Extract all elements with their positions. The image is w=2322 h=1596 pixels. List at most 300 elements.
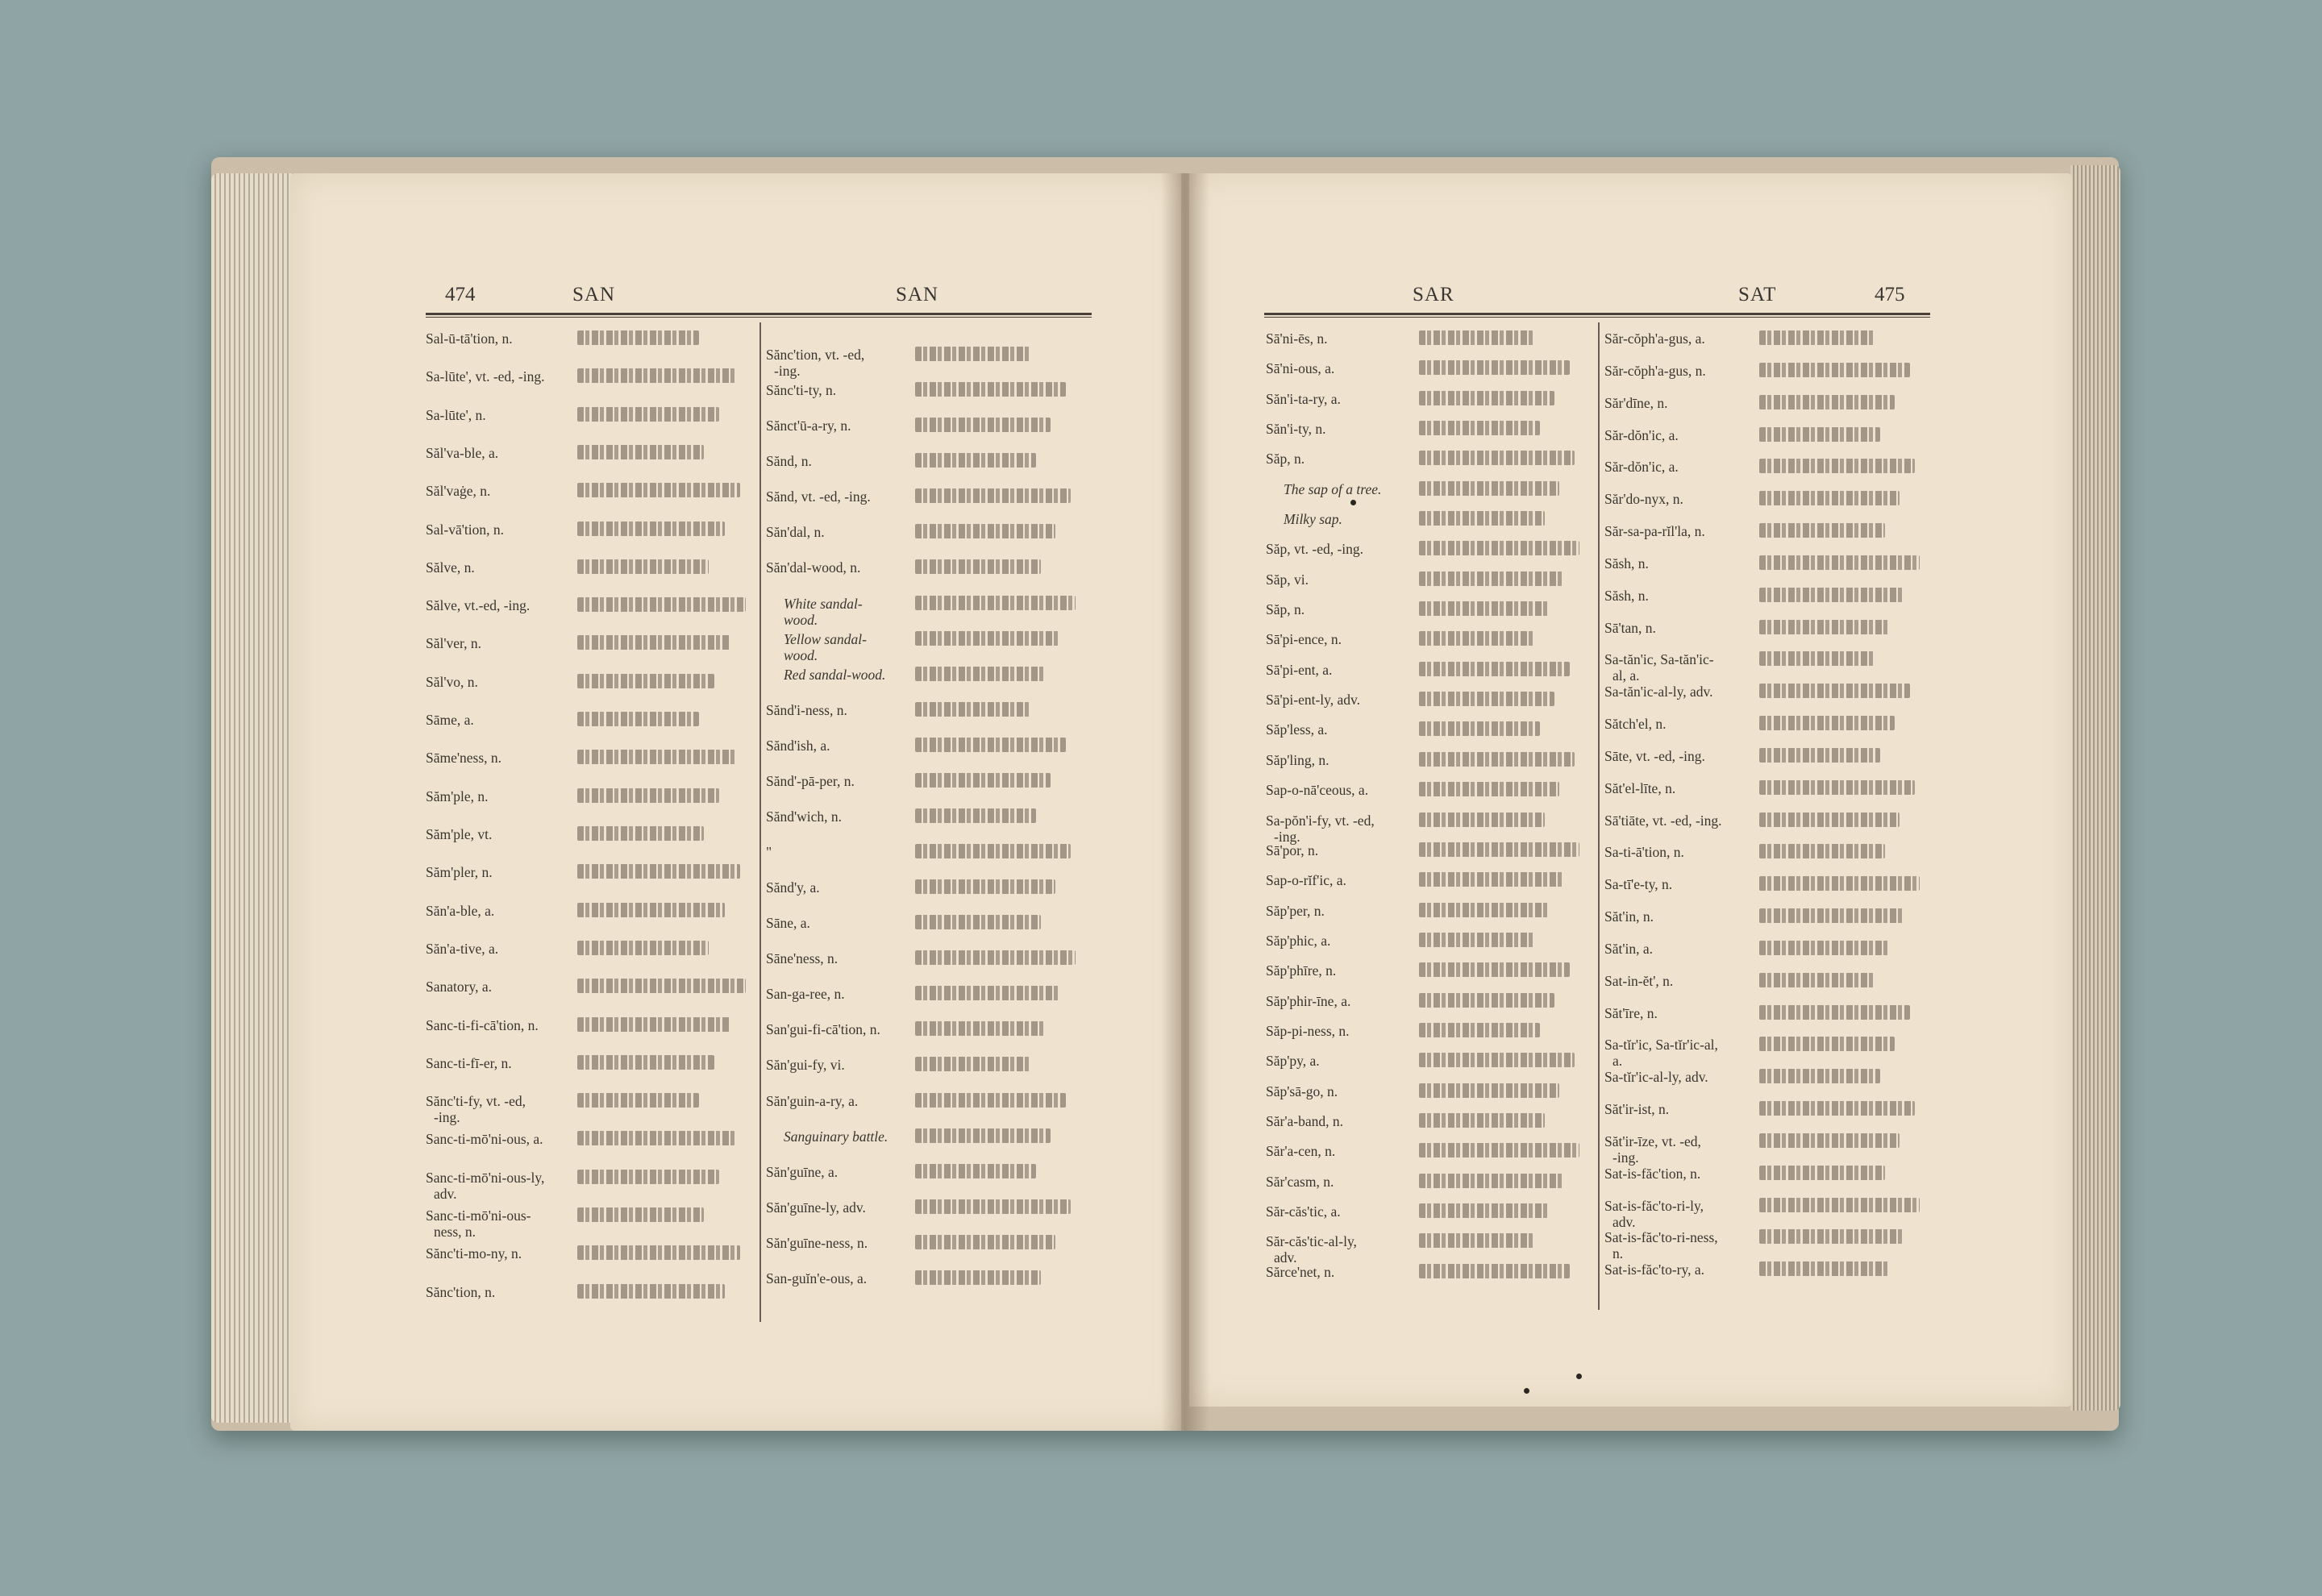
entry-headword: Sa-lūte', n. xyxy=(426,407,486,423)
dictionary-entry xyxy=(1604,620,1656,636)
entry-headword: Milky sap. xyxy=(1284,511,1342,527)
entry-headword: White sandal- xyxy=(784,596,863,612)
dictionary-entry xyxy=(426,559,475,576)
entry-headword: Sănd, n. xyxy=(766,453,812,469)
japanese-gloss xyxy=(915,808,1036,823)
japanese-gloss xyxy=(1419,1053,1575,1067)
entry-headword: Săn'guīne-ness, n. xyxy=(766,1235,868,1251)
japanese-gloss xyxy=(577,1131,735,1145)
entry-headword: Sā'pi-ent, a. xyxy=(1266,662,1333,678)
japanese-gloss xyxy=(1419,330,1535,345)
japanese-gloss xyxy=(1759,1229,1904,1244)
entry-headword-continuation: -ing. xyxy=(774,363,801,379)
page-edges-left xyxy=(211,173,292,1423)
dictionary-entry xyxy=(1604,1198,1704,1230)
entry-headword: Săr-căs'tic, a. xyxy=(1266,1203,1341,1220)
entry-headword: Sat-is-făc'to-ri-ly, xyxy=(1604,1198,1704,1214)
dictionary-entry xyxy=(1266,451,1305,467)
page-edges-right xyxy=(2070,165,2120,1411)
dictionary-entry xyxy=(1604,1261,1704,1278)
dictionary-entry xyxy=(426,1131,543,1147)
dictionary-entry xyxy=(1604,716,1667,732)
japanese-gloss xyxy=(915,1057,1031,1071)
entry-headword: Săp'py, a. xyxy=(1266,1053,1320,1069)
dictionary-entry xyxy=(766,702,847,718)
japanese-gloss xyxy=(577,1284,725,1299)
entry-headword: Săl'ver, n. xyxy=(426,635,482,651)
entry-headword: Săn'guīne-ly, adv. xyxy=(766,1199,866,1216)
entry-headword: Săn'a-tive, a. xyxy=(426,941,499,957)
dictionary-entry xyxy=(766,773,855,789)
japanese-gloss xyxy=(577,330,699,345)
dictionary-entry xyxy=(766,844,772,860)
japanese-gloss xyxy=(1419,391,1554,405)
dictionary-entry xyxy=(766,1235,868,1251)
entry-headword: Sănd'wich, n. xyxy=(766,808,843,825)
dictionary-entry xyxy=(426,750,501,766)
dictionary-entry xyxy=(1604,395,1668,411)
dictionary-entry xyxy=(1266,481,1381,497)
japanese-gloss xyxy=(577,674,714,688)
entry-headword: Săr'casm, n. xyxy=(1266,1174,1334,1190)
japanese-gloss xyxy=(915,453,1036,468)
japanese-gloss xyxy=(915,418,1051,432)
japanese-gloss xyxy=(577,979,746,993)
dictionary-entry xyxy=(1266,1053,1320,1069)
entry-headword: Săp-pi-ness, n. xyxy=(1266,1023,1350,1039)
dictionary-entry xyxy=(1604,1133,1701,1166)
japanese-gloss xyxy=(915,667,1046,681)
japanese-gloss xyxy=(1759,876,1920,891)
dictionary-entry xyxy=(766,950,838,966)
japanese-gloss xyxy=(1419,1083,1559,1098)
japanese-gloss xyxy=(1759,908,1904,923)
entry-headword-continuation: a. xyxy=(1612,1053,1623,1069)
japanese-gloss xyxy=(1419,1143,1579,1158)
entry-headword: Săr-căs'tic-al-ly, xyxy=(1266,1233,1357,1249)
japanese-gloss xyxy=(1419,752,1575,767)
column-divider xyxy=(1598,322,1600,1310)
dictionary-entry xyxy=(1604,523,1705,539)
dictionary-entry xyxy=(426,1017,539,1033)
left-guide-word-1: SAN xyxy=(572,284,616,305)
entry-headword: Săl'vaġe, n. xyxy=(426,483,491,499)
japanese-gloss xyxy=(577,1170,719,1184)
dictionary-entry xyxy=(766,1057,845,1073)
entry-headword: Sap-o-nā'ceous, a. xyxy=(1266,782,1369,798)
dictionary-entry xyxy=(766,1093,858,1109)
japanese-gloss xyxy=(1419,451,1575,465)
dictionary-entry xyxy=(1266,631,1342,647)
japanese-gloss xyxy=(915,347,1031,361)
dictionary-entry xyxy=(1266,993,1350,1009)
japanese-gloss xyxy=(577,368,735,383)
left-guide-word-2: SAN xyxy=(896,284,939,305)
ink-speck xyxy=(1524,1388,1529,1394)
dictionary-entry xyxy=(1604,748,1705,764)
dictionary-entry xyxy=(1266,1203,1341,1220)
entry-headword: San-guĭn'e-ous, a. xyxy=(766,1270,868,1286)
japanese-gloss xyxy=(1759,459,1915,473)
dictionary-entry xyxy=(1604,363,1706,379)
japanese-gloss xyxy=(577,522,725,536)
entry-headword: Sănc'ti-fy, vt. -ed, xyxy=(426,1093,526,1109)
japanese-gloss xyxy=(1419,933,1535,947)
dictionary-entry xyxy=(1604,813,1722,829)
entry-headword-continuation: adv. xyxy=(1274,1249,1297,1266)
dictionary-entry xyxy=(1604,459,1679,475)
left-page-header xyxy=(426,284,1092,316)
dictionary-entry xyxy=(1266,1264,1334,1280)
entry-headword: Săn'i-ty, n. xyxy=(1266,421,1326,437)
dictionary-entry xyxy=(1266,962,1336,979)
dictionary-entry xyxy=(766,667,885,683)
japanese-gloss xyxy=(577,788,719,803)
dictionary-entry xyxy=(1604,491,1683,507)
japanese-gloss xyxy=(1759,1133,1900,1148)
entry-headword: Săp'sā-go, n. xyxy=(1266,1083,1338,1099)
japanese-gloss xyxy=(1419,481,1559,496)
entry-headword: Sanguinary battle. xyxy=(784,1128,888,1145)
dictionary-entry xyxy=(766,1128,888,1145)
dictionary-entry xyxy=(766,915,810,931)
dictionary-entry xyxy=(766,453,812,469)
japanese-gloss xyxy=(1759,491,1900,505)
entry-headword-continuation: -ing. xyxy=(434,1109,460,1125)
entry-headword: Sāme'ness, n. xyxy=(426,750,502,766)
japanese-gloss xyxy=(1759,1005,1910,1020)
dictionary-entry xyxy=(766,808,842,825)
entry-headword: Sănd, vt. -ed, -ing. xyxy=(766,488,871,505)
dictionary-entry xyxy=(426,522,504,538)
entry-headword: Sătch'el, n. xyxy=(1604,716,1667,732)
dictionary-entry xyxy=(1266,330,1328,347)
entry-headword: Săp'phīre, n. xyxy=(1266,962,1337,979)
dictionary-entry xyxy=(1266,541,1363,557)
dictionary-entry xyxy=(1604,1037,1718,1069)
dictionary-entry xyxy=(426,903,494,919)
left-page-column-2 xyxy=(766,347,1088,1322)
dictionary-entry xyxy=(426,368,545,384)
japanese-gloss xyxy=(915,879,1055,894)
entry-headword-continuation: al, a. xyxy=(1612,667,1640,684)
dictionary-entry xyxy=(1266,903,1325,919)
dictionary-entry xyxy=(1604,427,1679,443)
entry-headword: Sanc-ti-mō'ni-ous- xyxy=(426,1207,531,1224)
japanese-gloss xyxy=(1419,511,1545,526)
entry-headword: Săn'i-ta-ry, a. xyxy=(1266,391,1341,407)
japanese-gloss xyxy=(915,524,1055,538)
entry-headword: Săr-cŏph'a-gus, a. xyxy=(1604,330,1705,347)
japanese-gloss xyxy=(915,702,1031,717)
japanese-gloss xyxy=(1419,1023,1540,1037)
dictionary-entry xyxy=(766,986,845,1002)
dictionary-entry xyxy=(426,407,486,423)
dictionary-entry xyxy=(766,418,851,434)
entry-headword: Sap-o-rĭf'ic, a. xyxy=(1266,872,1346,888)
entry-headword: Sănc'tion, vt. -ed, xyxy=(766,347,865,363)
dictionary-entry xyxy=(766,559,860,576)
japanese-gloss xyxy=(915,1093,1066,1108)
japanese-gloss xyxy=(577,445,704,459)
entry-headword: Săp'ling, n. xyxy=(1266,752,1330,768)
japanese-gloss xyxy=(915,773,1051,788)
entry-headword: Sănc'ti-ty, n. xyxy=(766,382,837,398)
japanese-gloss xyxy=(1419,721,1540,736)
dictionary-entry xyxy=(426,1055,512,1071)
dictionary-entry xyxy=(766,631,867,663)
entry-headword: Sā'ni-ous, a. xyxy=(1266,360,1335,376)
entry-headword: Săp, vi. xyxy=(1266,571,1309,588)
dictionary-entry xyxy=(426,635,481,651)
japanese-gloss xyxy=(1759,941,1890,955)
dictionary-entry xyxy=(426,979,492,995)
japanese-gloss xyxy=(1419,631,1535,646)
dictionary-entry xyxy=(1266,601,1305,617)
dictionary-entry xyxy=(426,330,513,347)
japanese-gloss xyxy=(577,635,730,650)
entry-headword-continuation: adv. xyxy=(434,1186,457,1202)
dictionary-entry xyxy=(1604,1229,1718,1261)
ink-speck xyxy=(1576,1374,1582,1379)
japanese-gloss xyxy=(1419,842,1579,857)
entry-headword-continuation: n. xyxy=(1612,1245,1624,1261)
dictionary-entry xyxy=(1604,651,1714,684)
right-guide-word-1: SAR xyxy=(1413,284,1454,305)
right-page-column-2 xyxy=(1604,330,1927,1310)
header-rule xyxy=(426,313,1092,318)
entry-headword: Red sandal-wood. xyxy=(784,667,886,683)
japanese-gloss xyxy=(1419,421,1540,435)
entry-headword: Sănct'ū-a-ry, n. xyxy=(766,418,851,434)
entry-headword-continuation: wood. xyxy=(784,647,818,663)
dictionary-entry xyxy=(1266,1174,1334,1190)
japanese-gloss xyxy=(915,1235,1055,1249)
entry-headword: Sāne, a. xyxy=(766,915,810,931)
entry-headword: Sat-in-ĕt', n. xyxy=(1604,973,1674,989)
entry-headword: Sălve, vt.-ed, -ing. xyxy=(426,597,531,613)
entry-headword: Sa-tăn'ic-al-ly, adv. xyxy=(1604,684,1713,700)
book-gutter xyxy=(1161,173,1209,1431)
japanese-gloss xyxy=(1759,748,1880,763)
dictionary-entry xyxy=(1266,782,1368,798)
entry-headword: Sat-is-făc'to-ry, a. xyxy=(1604,1261,1704,1278)
japanese-gloss xyxy=(915,488,1071,503)
japanese-gloss xyxy=(1759,588,1904,602)
japanese-gloss xyxy=(915,596,1076,610)
dictionary-entry xyxy=(1604,684,1713,700)
japanese-gloss xyxy=(577,1017,730,1032)
japanese-gloss xyxy=(1419,1264,1570,1278)
dictionary-entry xyxy=(1266,511,1342,527)
entry-headword: Sa-lūte', vt. -ed, -ing. xyxy=(426,368,545,384)
japanese-gloss xyxy=(915,559,1041,574)
japanese-gloss xyxy=(1419,1203,1550,1218)
entry-headword: Săr'a-cen, n. xyxy=(1266,1143,1336,1159)
dictionary-entry xyxy=(426,445,498,461)
dictionary-entry xyxy=(1604,1101,1669,1117)
dictionary-entry xyxy=(1266,421,1325,437)
dictionary-entry xyxy=(426,1245,522,1261)
dictionary-entry xyxy=(426,941,498,957)
dictionary-entry xyxy=(1604,1166,1700,1182)
entry-headword: Sănc'tion, n. xyxy=(426,1284,496,1300)
entry-headword: Sa-tī'e-ty, n. xyxy=(1604,876,1673,892)
entry-headword: Săp'phic, a. xyxy=(1266,933,1331,949)
japanese-gloss xyxy=(1759,1037,1895,1051)
japanese-gloss xyxy=(1759,813,1900,827)
japanese-gloss xyxy=(1759,684,1910,698)
right-guide-word-2: SAT xyxy=(1738,284,1777,305)
japanese-gloss xyxy=(577,864,740,879)
entry-headword: Săn'guin-a-ry, a. xyxy=(766,1093,859,1109)
japanese-gloss xyxy=(1419,571,1564,586)
japanese-gloss xyxy=(1759,330,1875,345)
japanese-gloss xyxy=(915,844,1071,858)
japanese-gloss xyxy=(1759,844,1885,858)
japanese-gloss xyxy=(1419,903,1550,917)
japanese-gloss xyxy=(915,382,1066,397)
header-rule xyxy=(1264,313,1930,318)
entry-headword: Săn'guīne, a. xyxy=(766,1164,838,1180)
entry-headword: Săt'in, a. xyxy=(1604,941,1654,957)
entry-headword: Săsh, n. xyxy=(1604,555,1649,571)
dictionary-entry xyxy=(1266,571,1309,588)
dictionary-entry xyxy=(426,826,492,842)
japanese-gloss xyxy=(1759,395,1895,409)
entry-headword: Sat-is-făc'to-ri-ness, xyxy=(1604,1229,1718,1245)
dictionary-entry xyxy=(1266,391,1341,407)
japanese-gloss xyxy=(915,631,1060,646)
entry-headword: Săsh, n. xyxy=(1604,588,1649,604)
dictionary-entry xyxy=(766,488,871,505)
dictionary-entry xyxy=(1266,933,1330,949)
japanese-gloss xyxy=(1419,962,1570,977)
entry-headword: Săp, n. xyxy=(1266,451,1305,467)
dictionary-entry xyxy=(1604,908,1654,925)
japanese-gloss xyxy=(1759,1069,1880,1083)
entry-headword: Sănd'i-ness, n. xyxy=(766,702,847,718)
entry-headword: Săp, n. xyxy=(1266,601,1305,617)
entry-headword: Sāte, vt. -ed, -ing. xyxy=(1604,748,1705,764)
japanese-gloss xyxy=(577,1055,714,1070)
japanese-gloss xyxy=(915,1270,1041,1285)
japanese-gloss xyxy=(577,407,719,422)
dictionary-entry xyxy=(1266,721,1328,738)
entry-headword: Săn'dal, n. xyxy=(766,524,825,540)
japanese-gloss xyxy=(1419,813,1545,827)
entry-headword: Săr-sa-pa-rĭl'la, n. xyxy=(1604,523,1705,539)
japanese-gloss xyxy=(1759,523,1885,538)
entry-headword: Săr-dŏn'ic, a. xyxy=(1604,427,1679,443)
entry-headword: Sănd'-pā-per, n. xyxy=(766,773,855,789)
dictionary-entry xyxy=(1266,662,1332,678)
entry-headword: Sanatory, a. xyxy=(426,979,492,995)
dictionary-entry xyxy=(1604,1069,1708,1085)
japanese-gloss xyxy=(1419,360,1570,375)
japanese-gloss xyxy=(577,712,699,726)
entry-headword: Sā'ni-ēs, n. xyxy=(1266,330,1328,347)
entry-headword: Sanc-ti-fī-er, n. xyxy=(426,1055,512,1071)
dictionary-entry xyxy=(1266,752,1330,768)
dictionary-entry xyxy=(1266,872,1346,888)
entry-headword: Sănd'y, a. xyxy=(766,879,820,896)
japanese-gloss xyxy=(1759,651,1875,666)
japanese-gloss xyxy=(1419,782,1559,796)
entry-headword: Sāne'ness, n. xyxy=(766,950,838,966)
left-page-number: 474 xyxy=(445,284,476,305)
japanese-gloss xyxy=(1419,872,1564,887)
dictionary-entry xyxy=(426,864,493,880)
entry-headword: Săn'dal-wood, n. xyxy=(766,559,861,576)
japanese-gloss xyxy=(577,1207,704,1222)
entry-headword: " xyxy=(766,844,772,860)
entry-headword: Săt'ir-ist, n. xyxy=(1604,1101,1670,1117)
dictionary-entry xyxy=(766,1199,866,1216)
entry-headword: San'gui-fi-cā'tion, n. xyxy=(766,1021,880,1037)
entry-headword: Săm'ple, vt. xyxy=(426,826,493,842)
entry-headword: Săp, vt. -ed, -ing. xyxy=(1266,541,1364,557)
dictionary-entry xyxy=(1604,1005,1658,1021)
japanese-gloss xyxy=(577,750,735,764)
entry-headword: Săr'dīne, n. xyxy=(1604,395,1668,411)
entry-headword: Sā'tan, n. xyxy=(1604,620,1656,636)
entry-headword: Sănc'ti-mo-ny, n. xyxy=(426,1245,522,1261)
dictionary-entry xyxy=(426,1207,531,1240)
entry-headword: Săl'va-ble, a. xyxy=(426,445,499,461)
entry-headword: Săr-dŏn'ic, a. xyxy=(1604,459,1679,475)
japanese-gloss xyxy=(577,559,709,574)
dictionary-entry xyxy=(426,483,490,499)
japanese-gloss xyxy=(915,1164,1036,1178)
dictionary-entry xyxy=(1266,842,1318,858)
japanese-gloss xyxy=(1759,716,1895,730)
japanese-gloss xyxy=(915,738,1066,752)
dictionary-entry xyxy=(426,1284,495,1300)
entry-headword: Sā'tiāte, vt. -ed, -ing. xyxy=(1604,813,1722,829)
entry-headword: Sănd'ish, a. xyxy=(766,738,830,754)
japanese-gloss xyxy=(1759,1261,1890,1276)
japanese-gloss xyxy=(1759,555,1920,570)
japanese-gloss xyxy=(577,597,746,612)
entry-headword-continuation: ness, n. xyxy=(434,1224,476,1240)
dictionary-entry xyxy=(1266,1143,1335,1159)
dictionary-entry xyxy=(1604,844,1684,860)
dictionary-entry xyxy=(1604,973,1673,989)
dictionary-entry xyxy=(1266,360,1334,376)
entry-headword: Sa-tĭr'ic-al-ly, adv. xyxy=(1604,1069,1708,1085)
entry-headword: Săp'phir-īne, a. xyxy=(1266,993,1351,1009)
entry-headword: Săp'less, a. xyxy=(1266,721,1328,738)
entry-headword: Sa-tĭr'ic, Sa-tĭr'ic-al, xyxy=(1604,1037,1718,1053)
japanese-gloss xyxy=(1419,601,1550,616)
japanese-gloss xyxy=(1419,662,1570,676)
dictionary-entry xyxy=(766,1270,867,1286)
entry-headword: Săm'pler, n. xyxy=(426,864,493,880)
ink-speck xyxy=(1350,500,1356,505)
dictionary-entry xyxy=(1266,1083,1338,1099)
japanese-gloss xyxy=(1759,1198,1920,1212)
entry-headword: Săr'do-nyx, n. xyxy=(1604,491,1683,507)
entry-headword: Sa-ti-ā'tion, n. xyxy=(1604,844,1684,860)
japanese-gloss xyxy=(915,986,1060,1000)
entry-headword: Sā'pi-ence, n. xyxy=(1266,631,1342,647)
dictionary-entry xyxy=(1604,941,1653,957)
entry-headword-continuation: adv. xyxy=(1612,1214,1636,1230)
entry-headword: Sā'pi-ent-ly, adv. xyxy=(1266,692,1361,708)
dictionary-entry xyxy=(1604,555,1649,571)
dictionary-entry xyxy=(426,674,478,690)
